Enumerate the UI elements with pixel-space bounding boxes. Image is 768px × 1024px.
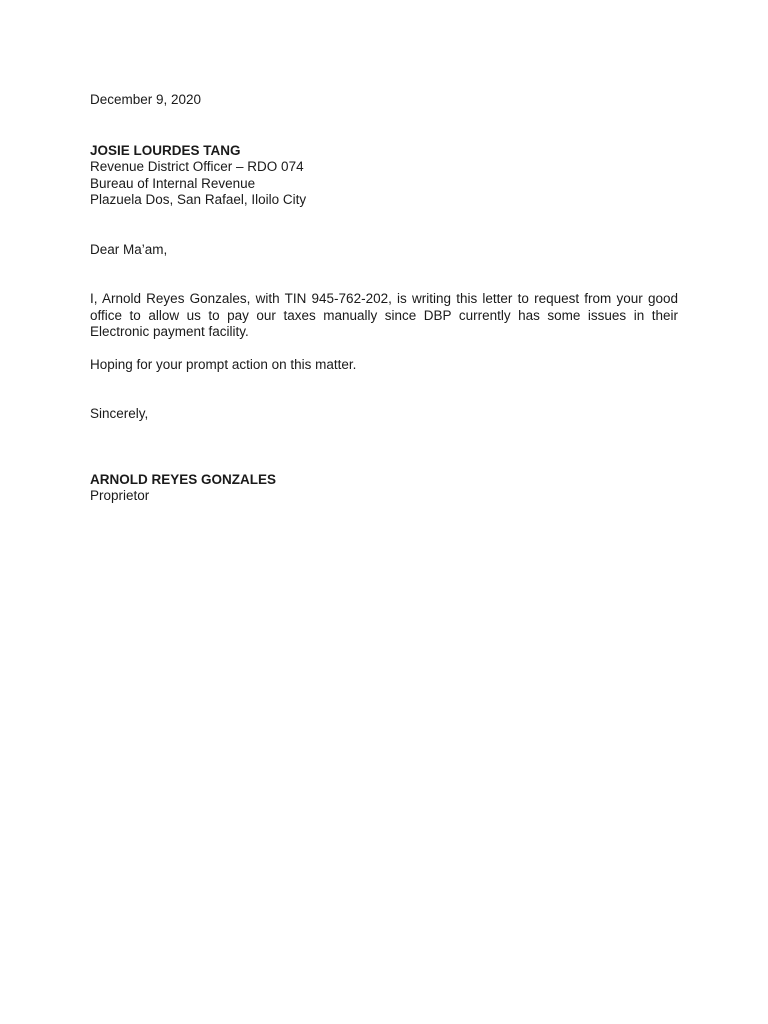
recipient-name: JOSIE LOURDES TANG — [90, 142, 241, 158]
closing-paragraph: Hoping for your prompt action on this matter. — [90, 356, 357, 372]
sign-off: Sincerely, — [90, 406, 149, 421]
recipient-address: Plazuela Dos, San Rafael, Iloilo City — [90, 192, 307, 207]
letter-body — [90, 92, 678, 505]
signatory-name: ARNOLD REYES GONZALES — [90, 471, 277, 487]
signatory-role: Proprietor — [90, 488, 150, 503]
recipient-title: Revenue District Officer – RDO 074 — [90, 159, 304, 174]
salutation: Dear Ma’am, — [90, 241, 168, 257]
recipient-block — [90, 143, 678, 209]
letter-date: December 9, 2020 — [90, 92, 202, 107]
signature-block — [90, 472, 678, 505]
body-paragraph: I, Arnold Reyes Gonzales, with TIN 945-762-202, is writing this letter to request from your good office to allow us to pay our taxes manually since DBP currently has some issues in their Electronic payment facility. — [90, 291, 678, 339]
recipient-organization: Bureau of Internal Revenue — [90, 175, 256, 191]
